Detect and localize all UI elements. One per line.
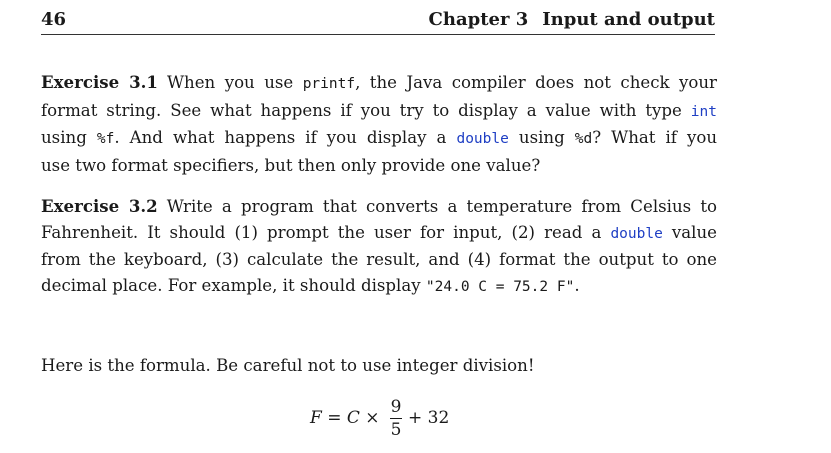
exercise-3-2 [41,194,717,300]
code-format-f: %f [96,131,115,147]
page-header [41,8,715,35]
chapter-label: Chapter 3 [428,9,529,30]
exercise-title: Exercise 3.2 [41,196,158,216]
text-line [41,273,717,301]
text-line [41,98,717,126]
equals-sign: = [327,408,342,428]
code-printf: printf [302,76,356,92]
code-example-output: "24.0 C = 75.2 F" [425,278,575,295]
exercise-title: Exercise 3.1 [41,72,158,92]
text-span: using [508,128,575,147]
text-span: . And what happens if you display a [114,128,457,147]
var-f: F [310,408,322,428]
text-span: format string. See what happens if you try to display a value with type [41,100,691,120]
exercise-3-1 [41,70,717,178]
text-span: . [574,275,580,295]
text-span: When you use [166,73,303,92]
text-line [41,220,717,248]
var-c: C [346,408,360,428]
chapter-heading [429,9,715,30]
formula-lhs [310,408,380,428]
text-line: Here is the formula. Be careful not to use integer division! [41,356,535,375]
text-span: using [41,128,97,147]
denominator: 5 [390,420,402,440]
page-number: 46 [41,9,67,30]
times-sign: × [365,408,380,428]
code-double: double [456,131,509,147]
numerator: 9 [390,397,402,417]
formula-intro [41,353,717,379]
text-line [41,70,717,98]
text-line: from the keyboard, (3) calculate the result, and (4) format the output to one [41,250,717,269]
chapter-title: Input and output [542,9,715,30]
text-line: use two format specifiers, but then only provide one value? [41,155,541,175]
code-int: int [690,103,717,120]
text-span: ? What if you [592,128,718,147]
text-span: value [662,222,717,242]
formula-rhs: + 32 [408,408,450,428]
text-span: decimal place. For example, it should display [41,275,426,295]
fraction [389,396,403,441]
text-span: Fahrenheit. It should (1) prompt the user for input, (2) read a [41,222,611,242]
code-double: double [610,225,663,242]
text-line [41,125,717,153]
code-format-d: %d [574,131,593,147]
text-span: Write a program that converts a temperature from Celsius to [166,197,717,216]
text-line [41,194,717,220]
text-span: , the Java compiler does not check your [355,73,717,92]
